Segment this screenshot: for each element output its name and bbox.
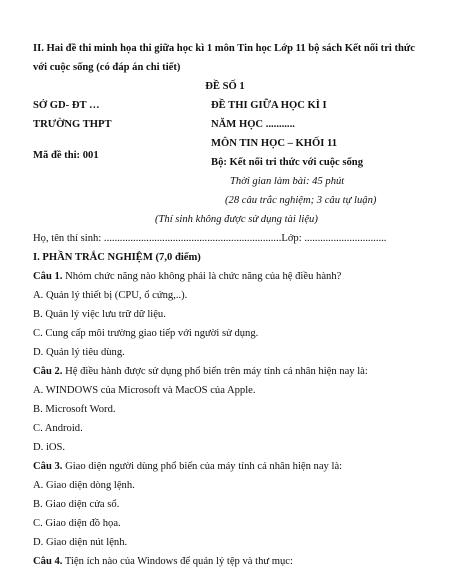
question-3-text: Giao diện người dùng phổ biến của máy tính cá nhân hiện nay là: [62,461,343,472]
question-2-option-a: A. WINDOWS của Microsoft và MacOS của Apple. [33,385,256,396]
exam-title: ĐỀ THI GIỮA HỌC KÌ I [211,100,327,111]
exam-note: (Thí sinh không được sử dụng tài liệu) [155,214,318,225]
department-label: SỞ GD- ĐT … [33,100,100,111]
exam-code: Mã đề thi: 001 [33,150,99,161]
question-3-option-c: C. Giao diện đồ họa. [33,518,121,529]
question-2 [33,366,368,378]
question-4-label: Câu 4. [33,556,63,567]
question-2-text: Hệ điều hành được sử dụng phổ biến trên máy tính cá nhân hiện nay là: [62,366,368,377]
question-3-option-a: A. Giao diện dòng lệnh. [33,480,135,491]
school-label: TRƯỜNG THPT [33,119,112,130]
question-1-label: Câu 1. [33,271,63,282]
question-2-option-c: C. Android. [33,423,83,434]
question-1-option-b: B. Quản lý việc lưu trữ dữ liệu. [33,309,166,320]
document-heading-line2: với cuộc sống (có đáp án chi tiết) [33,62,181,73]
question-1 [33,271,341,283]
question-3-label: Câu 3. [33,461,63,472]
question-3-option-d: D. Giao diện nút lệnh. [33,537,128,548]
question-4-text: Tiện ích nào của Windows để quản lý tệp và thư mục: [62,556,293,567]
question-1-option-c: C. Cung cấp môi trường giao tiếp với người sử dụng. [33,328,259,339]
question-2-option-d: D. iOS. [33,442,66,453]
question-2-label: Câu 2. [33,366,63,377]
question-1-text: Nhóm chức năng nào không phải là chức năng của hệ điều hành? [62,271,342,282]
exam-number: ĐỀ SỐ 1 [205,81,245,92]
school-year: NĂM HỌC ........... [211,119,295,130]
question-4 [33,556,293,568]
book-series: Bộ: Kết nối tri thức với cuộc sống [211,157,363,168]
subject-title: MÔN TIN HỌC – KHỐI 11 [211,138,338,149]
student-info-line: Họ, tên thí sinh: ...................................................................Lớp: ............................... [33,233,387,244]
section-title: I. PHẦN TRẮC NGHIỆM (7,0 điểm) [33,252,201,263]
question-2-option-b: B. Microsoft Word. [33,404,116,415]
question-1-option-d: D. Quản lý tiêu dùng. [33,347,125,358]
document-heading-line1: II. Hai đề thi minh họa thi giữa học kì 1 môn Tin học Lớp 11 bộ sách Kết nối tri thức [33,43,415,54]
question-1-option-a: A. Quản lý thiết bị (CPU, ổ cứng,..). [33,290,188,301]
exam-time: Thời gian làm bài: 45 phút [230,176,345,187]
question-count: (28 câu trắc nghiệm; 3 câu tự luận) [225,195,377,206]
question-3 [33,461,342,473]
question-3-option-b: B. Giao diện cửa sổ. [33,499,120,510]
